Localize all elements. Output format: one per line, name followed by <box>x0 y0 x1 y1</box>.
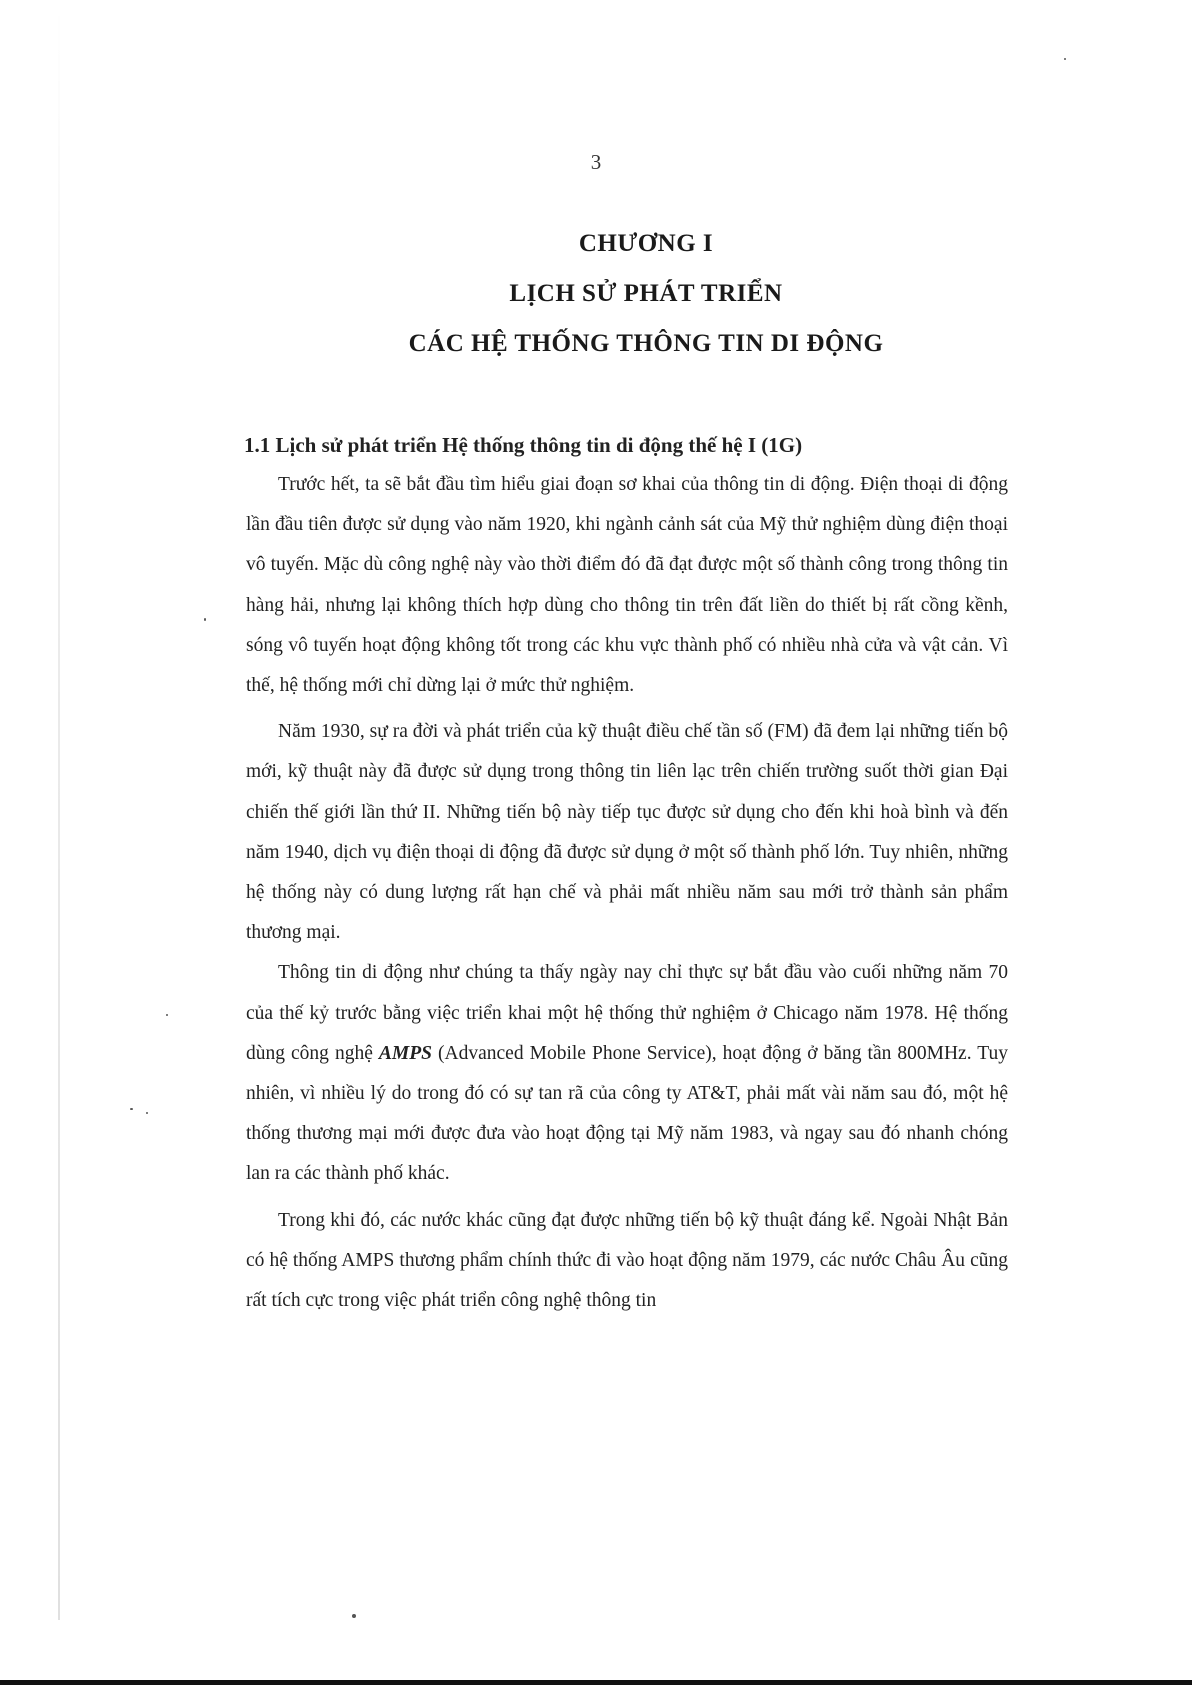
paragraph-4: Trong khi đó, các nước khác cũng đạt được những tiến bộ kỹ thuật đáng kể. Ngoài Nhật Bản có hệ thống AMPS thương phẩm chính thức đi vào hoạt động năm 1979, các nước Châu Âu cũng rất tích cực trong việc phát triển công nghệ thông tin <box>246 1209 1008 1312</box>
body-text <box>246 425 1008 1321</box>
scan-speck <box>146 1112 148 1114</box>
paragraph-3-text-after: (Advanced Mobile Phone Service), hoạt động ở băng tần 800MHz. Tuy nhiên, vì nhiều lý do trong đó có sự tan rã của công ty AT&T, phải mất vài năm sau đó, một hệ thống thương mại mới được đưa vào hoạt động tại Mỹ năm 1983, và ngay sau đó nhanh chóng lan ra các thành phố khác. <box>246 1042 1008 1185</box>
scan-speck <box>352 1614 356 1618</box>
amps-term: AMPS <box>378 1042 433 1064</box>
chapter-title-line-2: CÁC HỆ THỐNG THÔNG TIN DI ĐỘNG <box>408 330 884 357</box>
scan-speck <box>166 1014 168 1016</box>
section-heading: 1.1 Lịch sử phát triển Hệ thống thông tin di động thế hệ I (1G) <box>244 433 803 457</box>
chapter-heading: CHƯƠNG I <box>578 230 714 257</box>
paragraph-2: Năm 1930, sự ra đời và phát triển của kỹ thuật điều chế tần số (FM) đã đem lại những tiến bộ mới, kỹ thuật này đã được sử dụng trong thông tin liên lạc trên chiến trường suốt thời gian Đại chiến thế giới lần thứ II. Những tiến bộ này tiếp tục được sử dụng cho đến khi hoà bình và đến năm 1940, dịch vụ điện thoại di động đã được sử dụng ở một số thành phố lớn. Tuy nhiên, những hệ thống này có dung lượng rất hạn chế và phải mất nhiều năm sau mới trở thành sản phẩm thương mại. <box>246 721 1008 944</box>
scan-speck <box>204 618 206 621</box>
scan-speck <box>1064 58 1066 60</box>
page-number: 3 <box>590 150 602 174</box>
paragraph-3 <box>246 953 1008 1194</box>
scan-speck <box>130 1108 133 1110</box>
chapter-title-line-1: LỊCH SỬ PHÁT TRIỂN <box>509 280 783 307</box>
scan-bottom-edge <box>0 1680 1192 1685</box>
paragraph-1: Trước hết, ta sẽ bắt đầu tìm hiểu giai đoạn sơ khai của thông tin di động. Điện thoại di động lần đầu tiên được sử dụng vào năm 1920, khi ngành cảnh sát của Mỹ thử nghiệm dùng điện thoại vô tuyến. Mặc dù công nghệ này vào thời điểm đó đã đạt được một số thành công trong thông tin hàng hải, nhưng lại không thích hợp dùng cho thông tin trên đất liền do thiết bị rất cồng kềnh, sóng vô tuyến hoạt động không tốt trong các khu vực thành phố có nhiều nhà cửa và vật cản. Vì thế, hệ thống mới chỉ dừng lại ở mức thử nghiệm. <box>246 474 1008 697</box>
paragraph-3-text-before: Thông tin di động như chúng ta thấy ngày nay chỉ thực sự bắt đầu vào cuối những năm 70 của thế kỷ trước bằng việc triển khai một hệ thống thử nghiệm ở Chicago năm 1978. Hệ thống dùng công nghệ <box>246 962 1008 1064</box>
